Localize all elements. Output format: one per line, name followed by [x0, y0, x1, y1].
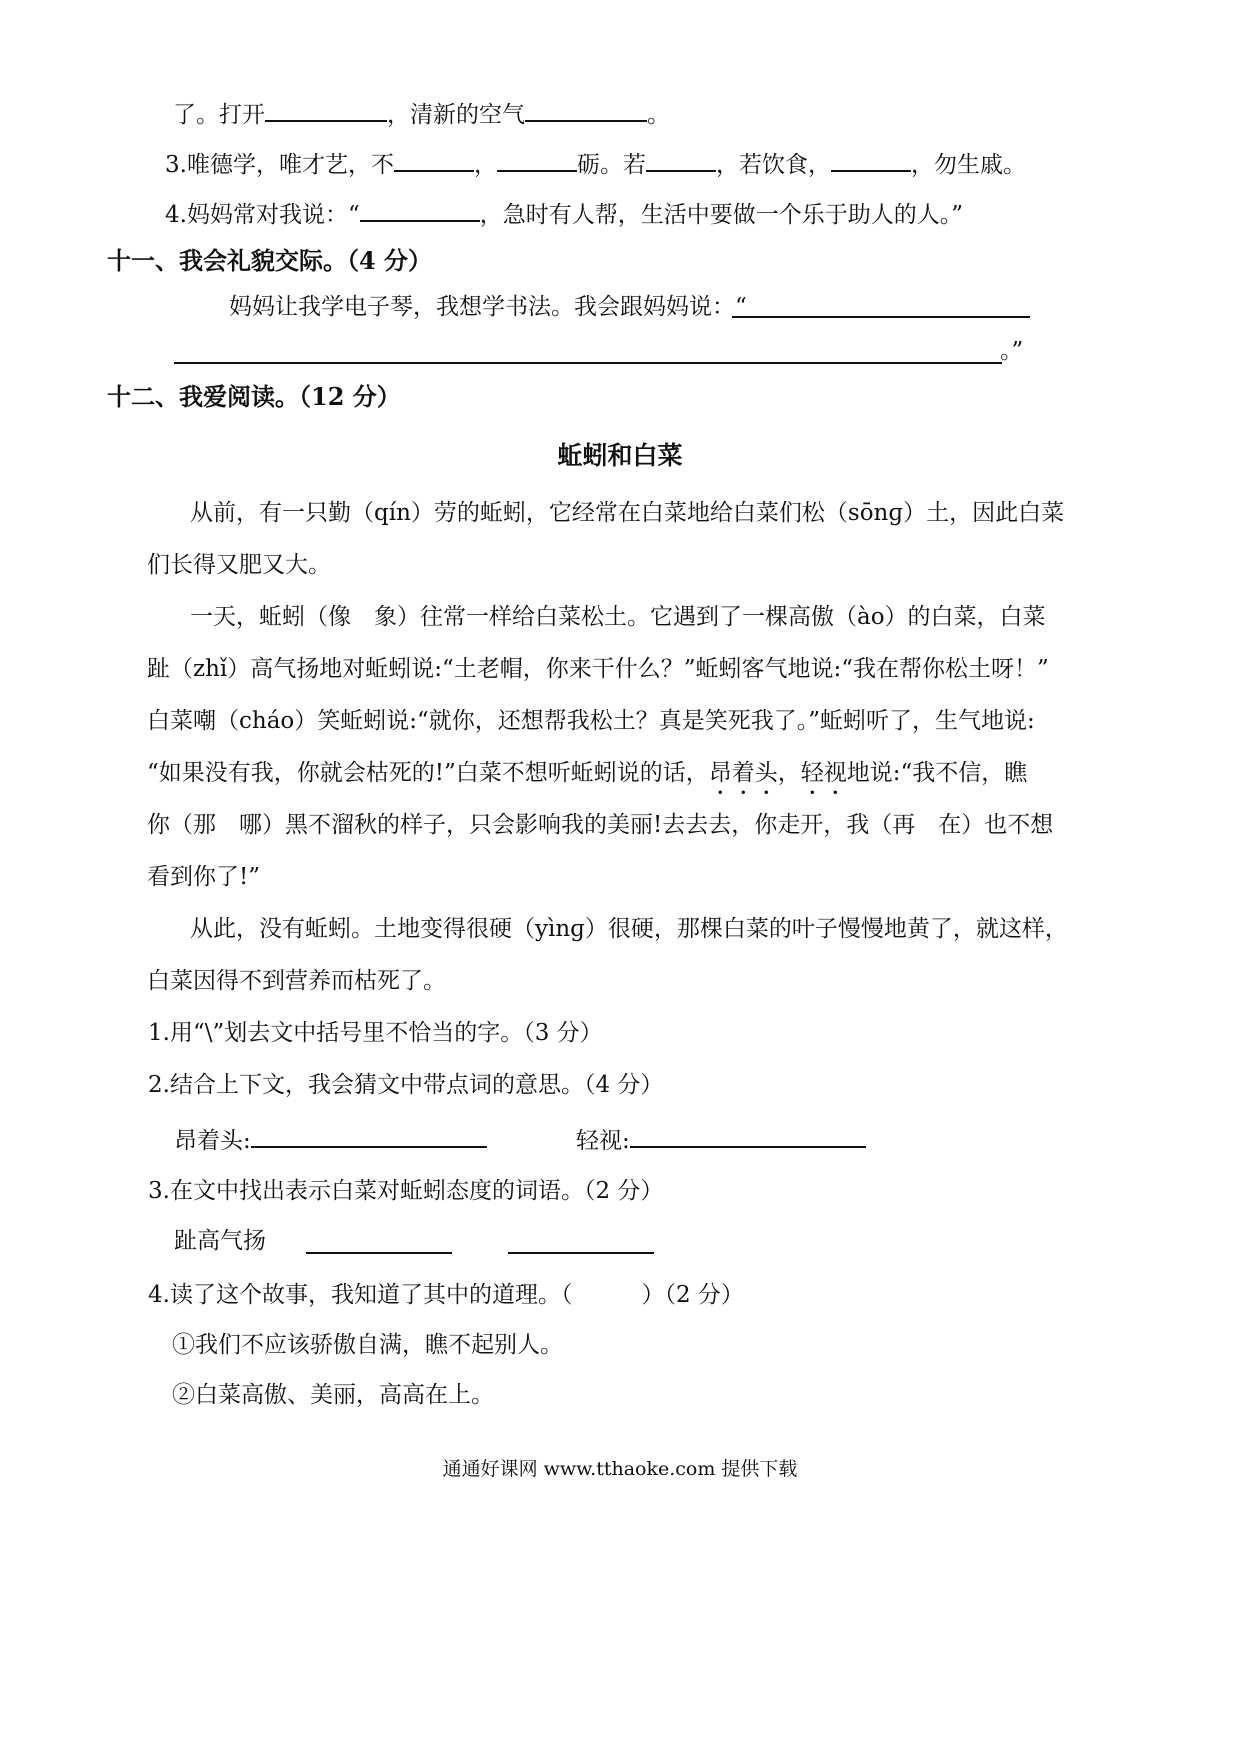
fill-line-2 [173, 96, 670, 130]
q2-label-qingshi: 轻视: [576, 1128, 630, 1154]
text: ，清新的空气 [387, 102, 525, 128]
q3-example: 趾高气扬 [174, 1228, 266, 1254]
story-line: 们长得又肥又大。 [147, 552, 331, 578]
story-line: 趾（zhǐ）高气扬地对蚯蚓说:“土老帽，你来干什么？”蚯蚓客气地说:“我在帮你松土呀！” [147, 656, 1049, 682]
q4-option-1: ①我们不应该骄傲自满，瞧不起别人。 [172, 1332, 563, 1358]
q2-label-angzhetou: 昂着头: [174, 1128, 251, 1154]
question-2: 2.结合上下文，我会猜文中带点词的意思。（4 分） [148, 1072, 664, 1098]
etiquette-prompt: 妈妈让我学电子琴，我想学书法。我会跟妈妈说：“ [229, 294, 747, 320]
story-line [147, 758, 1027, 800]
question-3: 3.在文中找出表示白菜对蚯蚓态度的词语。（2 分） [148, 1178, 664, 1204]
answer-line[interactable] [508, 1252, 654, 1254]
text: 地说:“我不信，瞧 [846, 760, 1028, 786]
text: 砺。若 [576, 152, 646, 178]
text: 。 [647, 102, 670, 128]
answer-blank[interactable] [360, 196, 480, 222]
answer-blank[interactable] [646, 146, 716, 172]
text: 3.唯德学，唯才艺，不 [165, 152, 394, 178]
answer-blank[interactable] [251, 1122, 487, 1148]
answer-line[interactable] [174, 362, 1002, 364]
text: ，若饮食， [715, 152, 831, 178]
text: ，勿生戚。 [910, 152, 1026, 178]
closing-quote: 。” [1000, 338, 1024, 364]
story-line: 从此，没有蚯蚓。土地变得很硬（yìnɡ）很硬，那棵白菜的叶子慢慢地黄了，就这样， [190, 916, 1068, 942]
dotted-word: 昂着头 [708, 760, 778, 786]
answer-blank[interactable] [497, 146, 577, 172]
answer-blank[interactable] [525, 96, 647, 122]
text: ， [777, 760, 801, 786]
story-line: 从前，有一只勤（qín）劳的蚯蚓，它经常在白菜地给白菜们松（sōnɡ）土，因此白菜 [190, 500, 1065, 526]
story-title: 蚯蚓和白菜 [557, 441, 683, 470]
text: 了。打开 [173, 102, 265, 128]
question-4: 4.读了这个故事，我知道了其中的道理。（ ）（2 分） [148, 1282, 744, 1308]
story-line: 一天，蚯蚓（像 象）往常一样给白菜松土。它遇到了一棵高傲（ào）的白菜，白菜 [190, 604, 1046, 630]
q4-option-2: ②白菜高傲、美丽，高高在上。 [172, 1382, 494, 1408]
question-1: 1.用“\”划去文中括号里不恰当的字。（3 分） [148, 1020, 603, 1046]
section-heading-12: 十二、我爱阅读。（12 分） [107, 382, 401, 411]
answer-blank[interactable] [831, 146, 911, 172]
story-line: 看到你了!” [147, 864, 261, 890]
q2-answer-row-2 [576, 1122, 866, 1156]
q3-answer-row [174, 1226, 266, 1256]
page-footer: 通通好课网 www.tthaoke.com 提供下载 [442, 1458, 798, 1480]
answer-blank[interactable] [630, 1122, 866, 1148]
text: ，急时有人帮，生活中要做一个乐于助人的人。” [479, 202, 963, 228]
story-line: 白菜因得不到营养而枯死了。 [147, 968, 446, 994]
fill-line-3 [165, 146, 1026, 180]
story-line: 你（那 哪）黑不溜秋的样子，只会影响我的美丽!去去去，你走开，我（再 在）也不想 [147, 812, 1054, 838]
text: 4.妈妈常对我说：“ [165, 202, 360, 228]
fill-line-4 [165, 196, 963, 230]
answer-line[interactable] [306, 1252, 452, 1254]
dotted-word: 轻视 [800, 760, 847, 786]
section-heading-11: 十一、我会礼貌交际。（4 分） [107, 246, 433, 275]
answer-blank[interactable] [265, 96, 387, 122]
text: “如果没有我，你就会枯死的!”白菜不想听蚯蚓说的话， [147, 760, 709, 786]
story-line: 白菜嘲（cháo）笑蚯蚓说:“就你，还想帮我松土？真是笑死我了。”蚯蚓听了，生气地说: [147, 708, 1035, 734]
text: ， [473, 152, 497, 178]
answer-line[interactable] [732, 316, 1030, 318]
answer-blank[interactable] [394, 146, 474, 172]
q2-answer-row [174, 1122, 487, 1156]
